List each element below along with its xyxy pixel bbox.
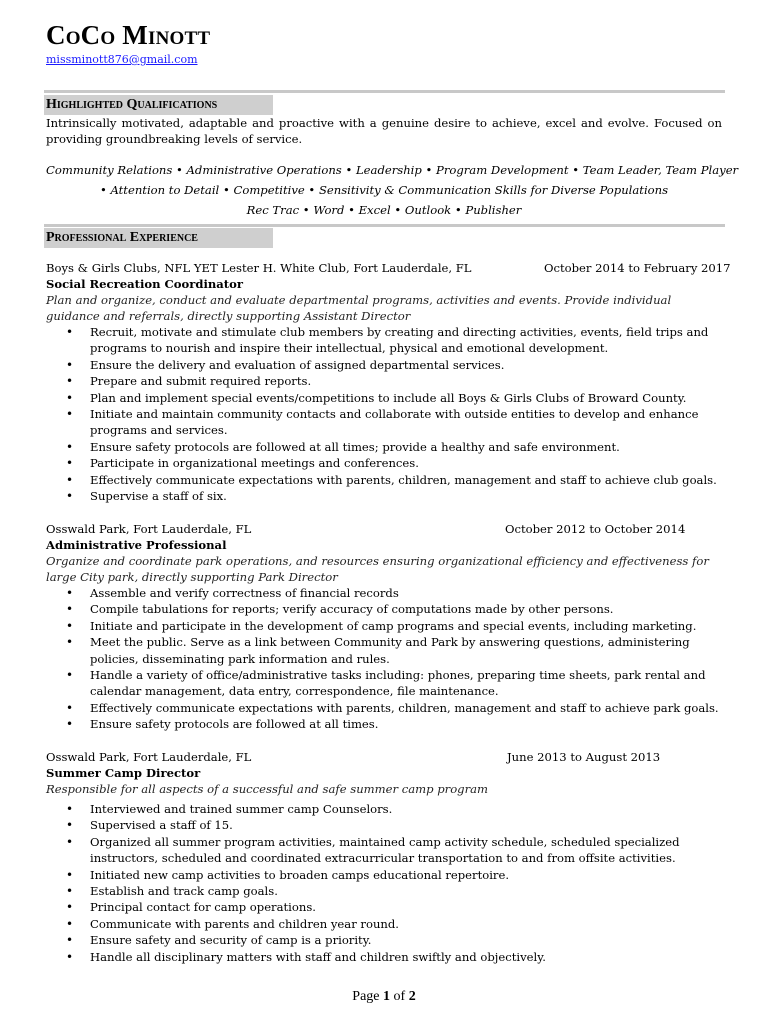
job-entry bbox=[46, 521, 722, 733]
list-item: • Initiated new camp activities to broaden camps educational repertoire. bbox=[66, 867, 510, 882]
job-dates: October 2014 to February 2017 bbox=[544, 261, 731, 275]
list-item: • Assemble and verify correctness of financial records bbox=[66, 586, 399, 600]
job-dates: June 2013 to August 2013 bbox=[507, 750, 661, 764]
experience-heading-bar bbox=[44, 228, 273, 248]
of-word: of bbox=[393, 989, 406, 1004]
skills-line: • Attention to Detail • Competitive • Sensitivity & Communication Skills for Diverse Populations bbox=[99, 183, 669, 197]
section-divider bbox=[44, 90, 725, 93]
job-entry bbox=[46, 749, 722, 965]
page-number bbox=[0, 988, 768, 1006]
page-total: 2 bbox=[408, 989, 416, 1004]
candidate-name: CoCo Minott bbox=[46, 20, 211, 50]
list-item: • Participate in organizational meetings and conferences. bbox=[66, 456, 419, 471]
job-duties bbox=[46, 801, 722, 965]
list-item: • Ensure the delivery and evaluation of assigned departmental services. bbox=[66, 357, 505, 372]
job-duties bbox=[46, 324, 722, 504]
skills-line: Community Relations • Administrative Operations • Leadership • Program Development • Team Leader, Team Player bbox=[46, 163, 739, 177]
job-title: Social Recreation Coordinator bbox=[46, 277, 243, 291]
list-item: • Interviewed and trained summer camp Counselors. bbox=[66, 802, 393, 816]
experience-heading: Professional Experience bbox=[46, 230, 198, 245]
email-link[interactable]: missminott876@gmail.com bbox=[46, 53, 198, 66]
list-item: • Effectively communicate expectations with parents, children, management and staff to achieve club goals. bbox=[66, 472, 717, 487]
section-divider bbox=[44, 224, 725, 227]
job-organization: Osswald Park, Fort Lauderdale, FL bbox=[46, 522, 252, 536]
list-item: • Initiate and maintain community contacts and collaborate with outside entities to develop and enhance programs and services. bbox=[66, 407, 699, 438]
list-item: • Establish and track camp goals. bbox=[66, 884, 278, 899]
list-item: • Meet the public. Serve as a link between Community and Park by answering questions, administering policies, disseminating park information and rules. bbox=[66, 635, 690, 666]
list-item: • Communicate with parents and children year round. bbox=[66, 916, 399, 931]
list-item: • Recruit, motivate and stimulate club members by creating and directing activities, events, field trips and programs to nourish and inspire their intellectual, physical and emotional development. bbox=[66, 325, 709, 356]
skills-list bbox=[46, 160, 739, 220]
list-item: • Ensure safety protocols are followed at all times; provide a healthy and safe environment. bbox=[66, 439, 620, 454]
job-description: Plan and organize, conduct and evaluate departmental programs, activities and events. Provide individual guidance and referrals, directly supporting Assistant Director bbox=[46, 293, 672, 323]
job-entry bbox=[46, 260, 731, 504]
job-dates: October 2012 to October 2014 bbox=[505, 522, 686, 536]
job-organization: Boys & Girls Clubs, NFL YET Lester H. White Club, Fort Lauderdale, FL bbox=[46, 261, 472, 275]
list-item: • Organized all summer program activities, maintained camp activity schedule, scheduled specialized instructors, scheduled and coordinated extracurricular transportation to and from offsite activities. bbox=[66, 834, 680, 866]
list-item: • Supervise a staff of six. bbox=[66, 489, 227, 504]
list-item: • Ensure safety protocols are followed at all times. bbox=[66, 717, 379, 732]
page-current: 1 bbox=[383, 989, 391, 1004]
job-title: Administrative Professional bbox=[46, 538, 227, 552]
list-item: • Initiate and participate in the development of camp programs and special events, including marketing. bbox=[66, 618, 697, 633]
job-description: Organize and coordinate park operations, and resources ensuring organizational efficiency and effectiveness for large City park, directly supporting Park Director bbox=[46, 554, 709, 584]
list-item: • Effectively communicate expectations with parents, children, management and staff to achieve park goals. bbox=[66, 700, 719, 715]
list-item: • Supervised a staff of 15. bbox=[66, 818, 233, 833]
skills-line: Rec Trac • Word • Excel • Outlook • Publisher bbox=[246, 203, 522, 217]
list-item: • Compile tabulations for reports; verify accuracy of computations made by other persons. bbox=[66, 602, 614, 617]
list-item: • Ensure safety and security of camp is a priority. bbox=[66, 933, 372, 948]
page-word: Page bbox=[352, 989, 380, 1004]
qualifications-heading-bar bbox=[44, 95, 273, 115]
qualifications-heading: Highlighted Qualifications bbox=[46, 97, 218, 112]
list-item: • Handle all disciplinary matters with staff and children swiftly and objectively. bbox=[66, 949, 546, 964]
list-item: • Plan and implement special events/competitions to include all Boys & Girls Clubs of Broward County. bbox=[66, 390, 687, 405]
job-organization: Osswald Park, Fort Lauderdale, FL bbox=[46, 750, 252, 764]
job-duties bbox=[46, 585, 722, 733]
list-item: • Prepare and submit required reports. bbox=[66, 374, 312, 389]
job-description: Responsible for all aspects of a successful and safe summer camp program bbox=[46, 782, 489, 796]
qualifications-summary: Intrinsically motivated, adaptable and proactive with a genuine desire to achieve, excel and evolve. Focused on providing groundbreaking levels of service. bbox=[46, 116, 722, 146]
list-item: • Handle a variety of office/administrative tasks including: phones, preparing time sheets, park rental and calendar management, data entry, correspondence, file maintenance. bbox=[66, 668, 706, 699]
job-title: Summer Camp Director bbox=[46, 766, 201, 780]
list-item: • Principal contact for camp operations. bbox=[66, 900, 316, 915]
